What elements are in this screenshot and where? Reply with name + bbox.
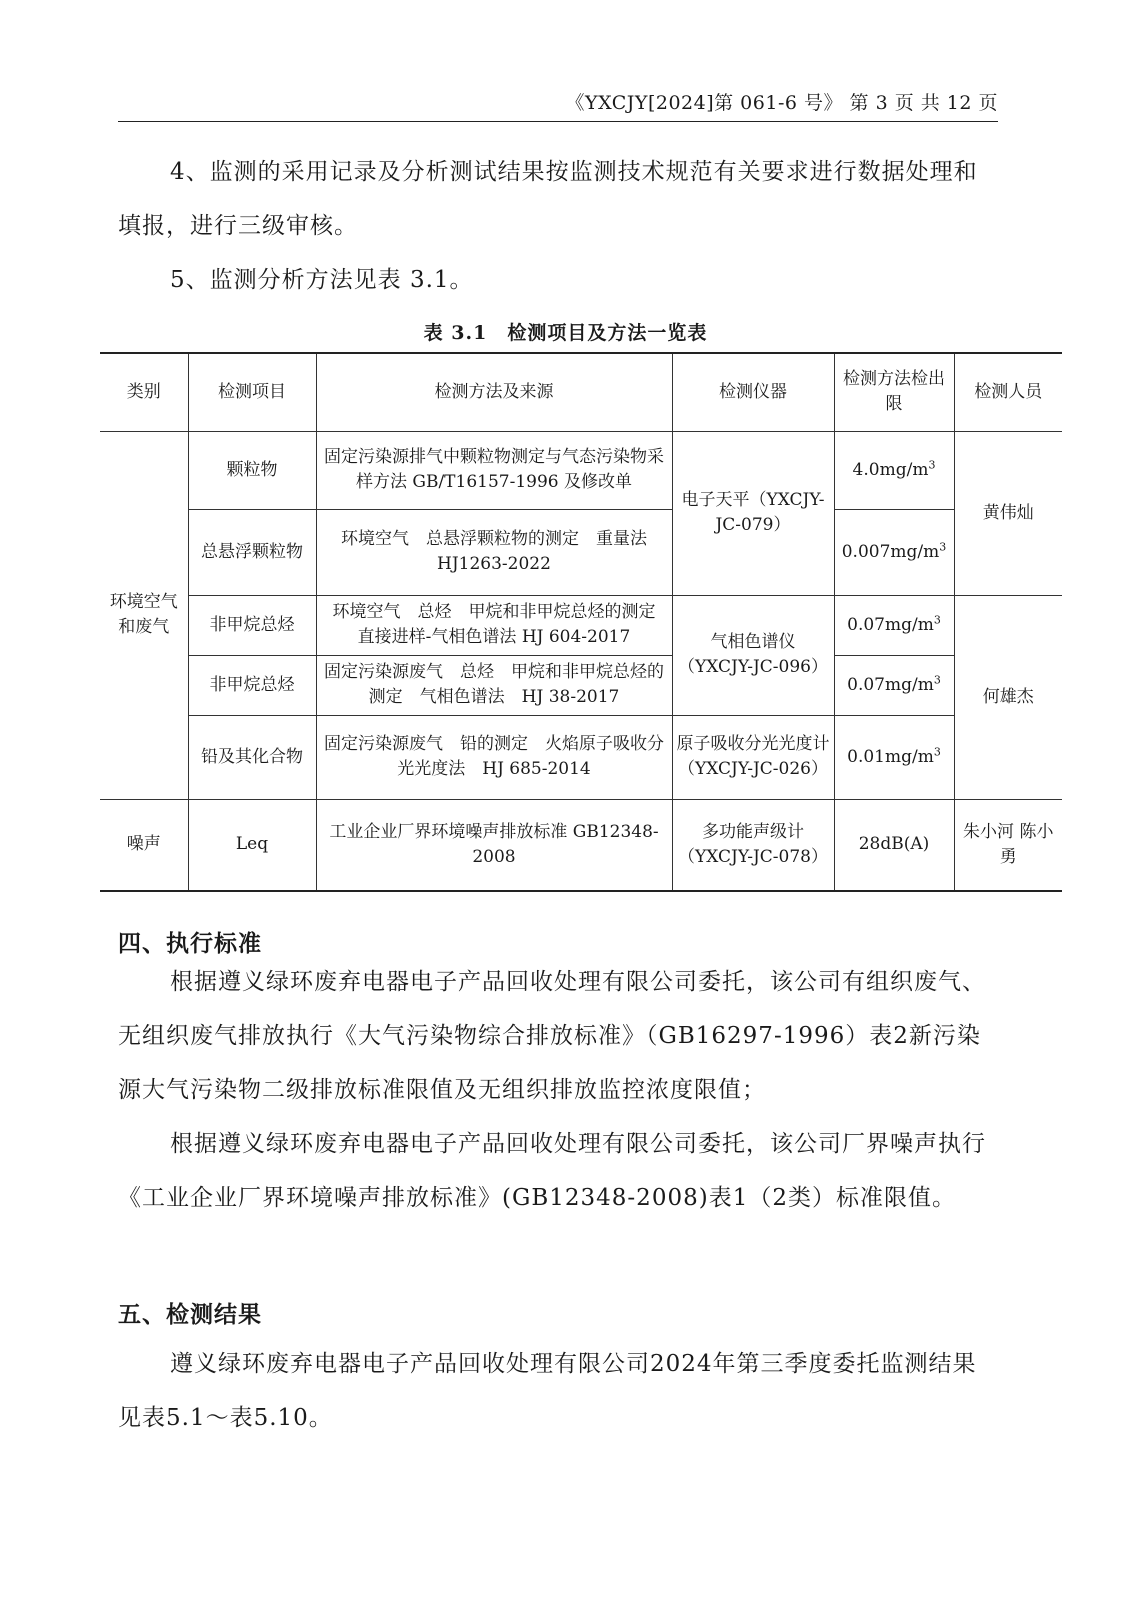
cell-item: 铅及其化合物	[188, 715, 316, 799]
cell-method: 环境空气 总烃 甲烷和非甲烷总烃的测定 直接进样-气相色谱法 HJ 604-2017	[316, 595, 672, 655]
cell-item: 非甲烷总烃	[188, 655, 316, 715]
header-person: 检测人员	[954, 353, 1062, 431]
table-row	[100, 431, 1062, 509]
cell-category: 噪声	[100, 799, 188, 891]
cell-instrument: 气相色谱仪（YXCJY-JC-096）	[672, 595, 834, 715]
table-row	[100, 509, 1062, 595]
cell-item: Leq	[188, 799, 316, 891]
cell-item: 非甲烷总烃	[188, 595, 316, 655]
cell-person: 黄伟灿	[954, 431, 1062, 595]
limit-value: 0.07mg/m	[847, 614, 934, 635]
header-item: 检测项目	[188, 353, 316, 431]
table-caption: 表 3.1 检测项目及方法一览表	[423, 322, 708, 344]
table-row	[100, 655, 1062, 715]
standards-paragraph-2: 根据遵义绿环废弃电器电子产品回收处理有限公司委托，该公司厂界噪声执行《工业企业厂界环境噪声排放标准》(GB12348-2008)表1（2类）标准限值。	[118, 1131, 986, 1211]
table-row	[100, 595, 1062, 655]
limit-value: 0.07mg/m	[847, 674, 934, 695]
limit-exponent: 3	[939, 539, 947, 553]
cell-limit	[834, 715, 954, 799]
limit-exponent: 3	[933, 744, 941, 758]
cell-limit	[834, 509, 954, 595]
cell-instrument: 原子吸收分光光度计（YXCJY-JC-026）	[672, 715, 834, 799]
cell-item: 总悬浮颗粒物	[188, 509, 316, 595]
cell-method: 固定污染源排气中颗粒物测定与气态污染物采样方法 GB/T16157-1996 及修改单	[316, 431, 672, 509]
cell-method: 固定污染源废气 总烃 甲烷和非甲烷总烃的测定 气相色谱法 HJ 38-2017	[316, 655, 672, 715]
limit-value: 0.01mg/m	[847, 746, 934, 767]
header-limit: 检测方法检出限	[834, 353, 954, 431]
methods-table	[100, 352, 1062, 892]
cell-limit	[834, 595, 954, 655]
limit-value: 0.007mg/m	[841, 541, 940, 562]
standards-paragraph-1: 根据遵义绿环废弃电器电子产品回收处理有限公司委托，该公司有组织废气、无组织废气排放执行《大气污染物综合排放标准》（GB16297-1996）表2新污染源大气污染物二级排放标准限值及无组织排放监控浓度限值；	[118, 969, 986, 1103]
page-header: 《YXCJY[2024]第 061-6 号》 第 3 页 共 12 页	[118, 88, 998, 122]
cell-limit	[834, 431, 954, 509]
cell-instrument: 多功能声级计（YXCJY-JC-078）	[672, 799, 834, 891]
limit-exponent: 3	[933, 672, 941, 686]
limit-exponent: 3	[933, 612, 941, 626]
limit-exponent: 3	[928, 457, 936, 471]
results-paragraph: 遵义绿环废弃电器电子产品回收处理有限公司2024年第三季度委托监测结果见表5.1～表5.10。	[118, 1351, 977, 1431]
paragraph-item-4: 4、监测的采用记录及分析测试结果按监测技术规范有关要求进行数据处理和填报，进行三级审核。	[118, 159, 978, 239]
section-title-results: 五、检测结果	[118, 1301, 262, 1328]
header-instrument: 检测仪器	[672, 353, 834, 431]
cell-limit: 28dB(A)	[834, 799, 954, 891]
cell-method: 环境空气 总悬浮颗粒物的测定 重量法 HJ1263-2022	[316, 509, 672, 595]
header-method: 检测方法及来源	[316, 353, 672, 431]
table-header-row	[100, 353, 1062, 431]
section-title-standards: 四、执行标准	[118, 930, 262, 957]
cell-person: 何雄杰	[954, 595, 1062, 799]
paragraph-item-5: 5、监测分析方法见表 3.1。	[170, 267, 474, 293]
cell-method: 工业企业厂界环境噪声排放标准 GB12348-2008	[316, 799, 672, 891]
cell-instrument: 电子天平（YXCJY-JC-079）	[672, 431, 834, 595]
cell-person: 朱小河 陈小勇	[954, 799, 1062, 891]
cell-limit	[834, 655, 954, 715]
header-category: 类别	[100, 353, 188, 431]
cell-category: 环境空气和废气	[100, 431, 188, 799]
limit-value: 4.0mg/m	[852, 459, 929, 480]
cell-method: 固定污染源废气 铅的测定 火焰原子吸收分光光度法 HJ 685-2014	[316, 715, 672, 799]
cell-item: 颗粒物	[188, 431, 316, 509]
table-row	[100, 799, 1062, 891]
table-row	[100, 715, 1062, 799]
